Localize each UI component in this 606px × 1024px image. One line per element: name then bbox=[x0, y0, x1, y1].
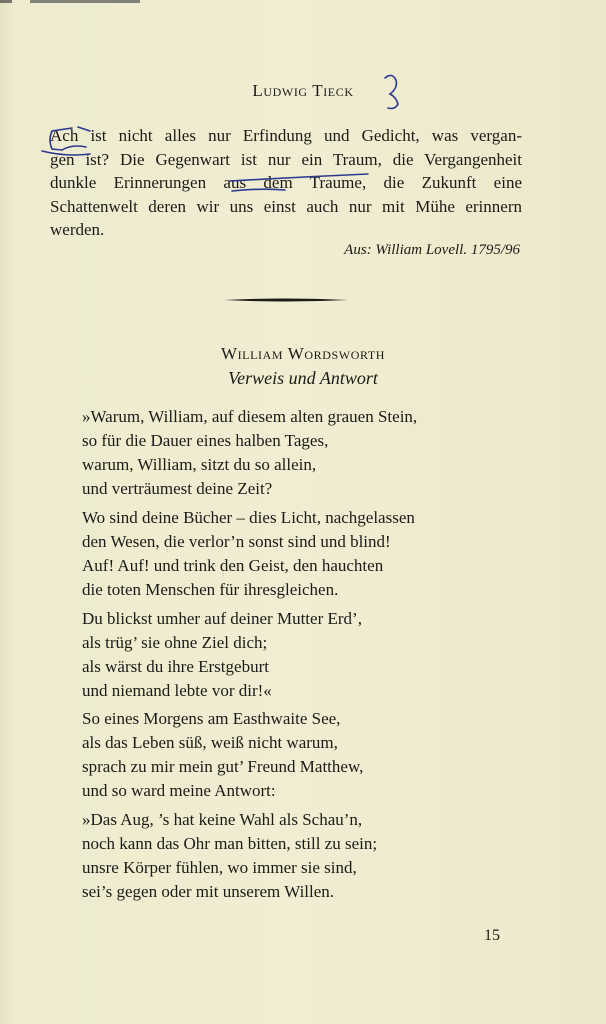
verse-line: als das Leben süß, weiß nicht warum, bbox=[82, 733, 338, 752]
verse-line: und so ward meine Antwort: bbox=[82, 781, 276, 800]
prose-line: Schattenwelt deren wir uns einst auch nur mit Mühe erinnern bbox=[50, 196, 522, 216]
poem-title: Verweis und Antwort bbox=[228, 368, 378, 388]
wordsworth-heading: William Wordsworth bbox=[220, 344, 386, 363]
verse-line: Wo sind deine Bücher – dies Licht, nachgelassen bbox=[82, 508, 415, 527]
verse-line: unsre Körper fühlen, wo immer sie sind, bbox=[82, 858, 357, 877]
verse-line: als trüg’ sie ohne Ziel dich; bbox=[82, 633, 268, 652]
verse-line: warum, William, sitzt du so allein, bbox=[82, 455, 317, 474]
prose-line: Ach ist nicht alles nur Erfindung und Gedicht, was vergan- bbox=[50, 126, 522, 145]
underline-mark bbox=[230, 174, 368, 181]
verse-line: so für die Dauer eines halben Tages, bbox=[82, 431, 329, 450]
strike-mark bbox=[232, 189, 285, 191]
verse-line: und verträumest deine Zeit? bbox=[82, 479, 273, 498]
verse-line: »Warum, William, auf diesem alten grauen Stein, bbox=[82, 407, 418, 426]
verse-line: den Wesen, die verlor’n sonst sind und blind! bbox=[82, 532, 391, 551]
tieck-source: Aus: William Lovell. 1795/96 bbox=[344, 242, 520, 258]
verse-line: So eines Morgens am Easthwaite See, bbox=[82, 709, 341, 728]
strike-mark bbox=[78, 127, 90, 131]
tieck-heading: Ludwig Tieck bbox=[252, 81, 354, 100]
verse-line: sei’s gegen oder mit unserem Willen. bbox=[82, 882, 335, 901]
prose-line: werden. bbox=[50, 220, 105, 239]
verse-line: Du blickst umher auf deiner Mutter Erd’, bbox=[82, 609, 362, 628]
margin-squiggle-mark bbox=[385, 75, 398, 108]
prose-line: gen ist? Die Gegenwart ist nur ein Traum, die Vergangenheit bbox=[50, 149, 522, 169]
verse-line: noch kann das Ohr man bitten, still zu sein; bbox=[82, 834, 378, 853]
verse-line: als wärst du ihre Erstgeburt bbox=[82, 657, 269, 676]
verse-line: sprach zu mir mein gut’ Freund Matthew, bbox=[82, 757, 364, 776]
verse-line: und niemand lebte vor dir!« bbox=[82, 681, 272, 700]
verse-line: Auf! Auf! und trink den Geist, den hauchten bbox=[82, 556, 384, 575]
page-number: 15 bbox=[484, 927, 500, 944]
strike-mark bbox=[62, 146, 86, 150]
prose-line: dunkle Erinnerungen aus dem Traume, die Zukunft eine bbox=[50, 173, 522, 192]
verse-line: »Das Aug, ’s hat keine Wahl als Schau’n, bbox=[82, 810, 363, 829]
underline-mark bbox=[42, 151, 90, 155]
verse-line: die toten Menschen für ihresgleichen. bbox=[82, 580, 339, 599]
